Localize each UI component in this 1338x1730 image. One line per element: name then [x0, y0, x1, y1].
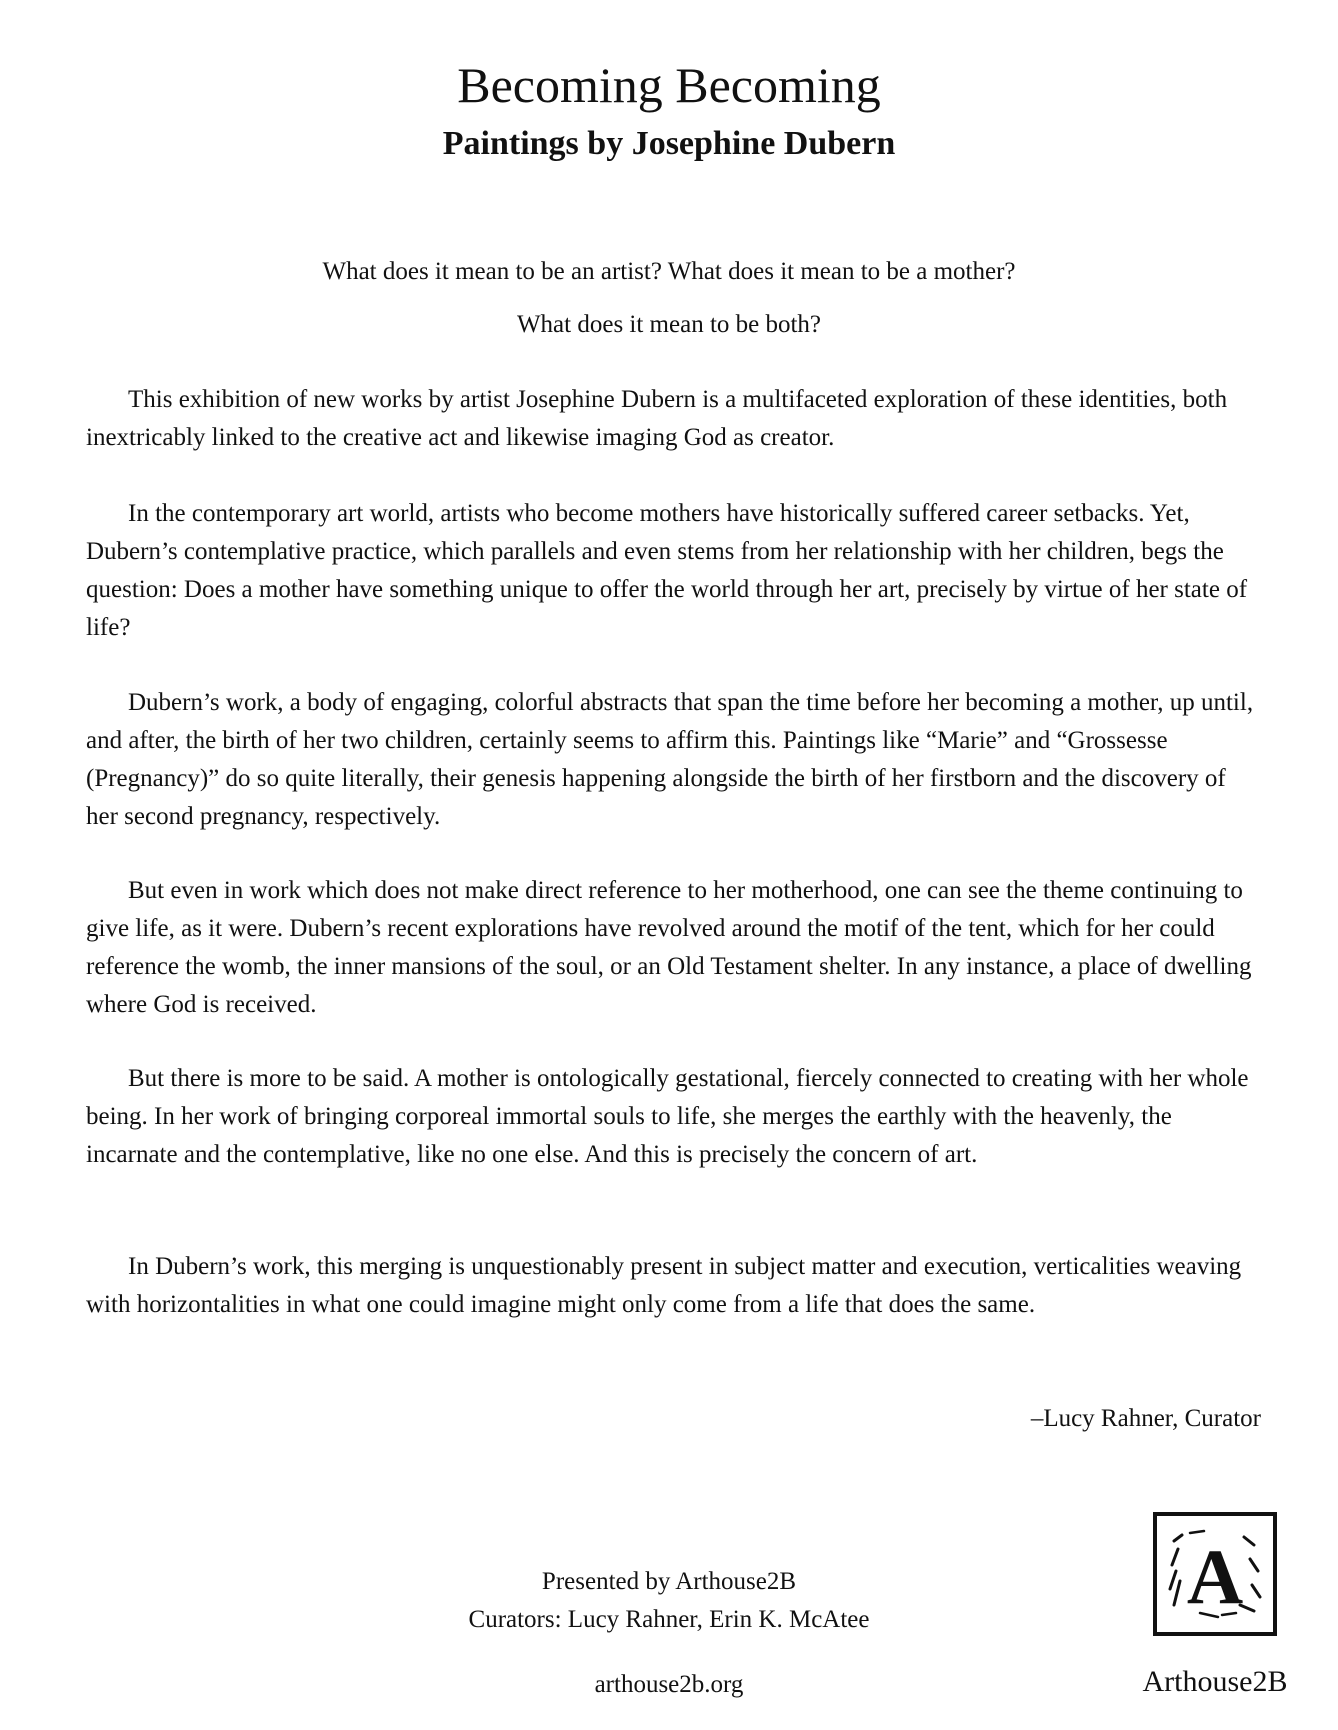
logo-letter: A — [1186, 1533, 1244, 1620]
presented-by: Presented by Arthouse2B — [541, 1568, 797, 1595]
body-paragraph-2: In the contemporary art world, artists who become mothers have historically suffered career setbacks. Yet, Dubern’s contemplative practice, which parallels and even stems from her relationship with her children, begs the question: Does a mother have something unique to offer the world through her art, precisely by virtue of her state of life? — [86, 500, 1248, 641]
arthouse2b-logo-icon — [1153, 1512, 1277, 1636]
curators-line: Curators: Lucy Rahner, Erin K. McAtee — [468, 1606, 870, 1633]
page-title: Becoming Becoming — [457, 57, 881, 113]
body-paragraph-1: This exhibition of new works by artist Josephine Dubern is a multifaceted exploration of these identities, both inextricably linked to the creative act and likewise imaging God as creator. — [86, 386, 1228, 451]
body-paragraph-4: But even in work which does not make direct reference to her motherhood, one can see the theme continuing to give life, as it were. Dubern’s recent explorations have revolved around the motif of the tent, which for her could reference the womb, the inner mansions of the soul, or an Old Testament shelter. In any instance, a place of dwelling where God is received. — [86, 877, 1252, 1018]
page-subtitle: Paintings by Josephine Dubern — [442, 125, 896, 162]
logo-mark — [1160, 1519, 1270, 1629]
logo-name: Arthouse2B — [1142, 1665, 1288, 1698]
intro-question-2: What does it mean to be both? — [516, 311, 822, 338]
website-link[interactable]: arthouse2b.org — [594, 1671, 744, 1698]
body-paragraph-3: Dubern’s work, a body of engaging, colorful abstracts that span the time before her becoming a mother, up until, and after, the birth of her two children, certainly seems to affirm this. Paintings like “Marie” and “Grossesse (Pregnancy)” do so quite literally, their genesis happening alongside the birth of her firstborn and the discovery of her second pregnancy, respectively. — [86, 689, 1254, 830]
intro-question-1: What does it mean to be an artist? What does it mean to be a mother? — [322, 258, 1016, 285]
body-paragraph-6: In Dubern’s work, this merging is unquestionably present in subject matter and execution, verticalities weaving with horizontalities in what one could imagine might only come from a life that does the same. — [86, 1253, 1242, 1318]
body-paragraph-5: But there is more to be said. A mother is ontologically gestational, fiercely connected to creating with her whole being. In her work of bringing corporeal immortal souls to life, she merges the earthly with the heavenly, the incarnate and the contemplative, like no one else. And this is precisely the concern of art. — [86, 1065, 1249, 1168]
curator-signature: –Lucy Rahner, Curator — [1030, 1405, 1261, 1432]
